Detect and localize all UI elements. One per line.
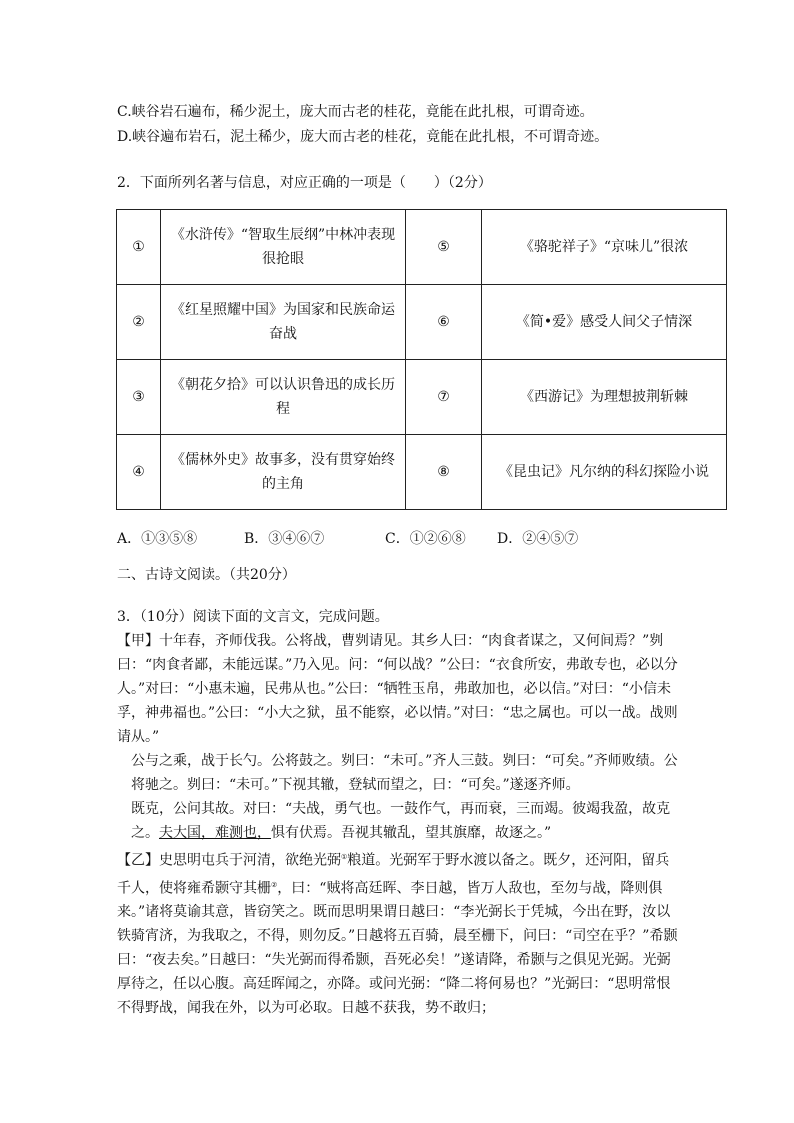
item-number: ④ [117,435,161,510]
table-row [117,360,727,435]
item-text: 《简•爱》感受人间父子情深 [482,285,727,360]
answer-option-a: A．①③⑤⑧ [117,531,198,547]
item-text: 《骆驼祥子》“京味儿”很浓 [482,210,727,285]
passage-text: 惧有伏焉。吾视其辙乱，望其旗靡，故逐之。” [271,825,552,841]
classical-text [117,629,681,1020]
passage-jia-p3 [117,797,681,845]
item-text: 《西游记》为理想披荆斩棘 [482,360,727,435]
footnote-marker: ① [341,853,348,861]
item-number: ② [117,285,161,360]
item-number: ⑧ [406,435,482,510]
footnote-marker: ② [271,880,278,889]
option-d-text: D.峡谷遍布岩石，泥土稀少，庞大而古老的桂花，竟能在此扎根，不可谓奇迹。 [117,129,609,145]
item-number: ① [117,210,161,285]
item-number: ⑤ [406,210,482,285]
passage-text: ，曰：“贼将高廷晖、李日越，皆万人敌也，至勿与战，降则俱来。”诸将莫谕其意，皆窃笑之。既而思明果谓日越曰：“李光弼长于凭城，今出在野，汝以铁骑宵济，为我取之，不得，则勿反。”日越将五百骑，晨至栅下，问曰：“司空在乎？”希颢曰：“夜去矣。”日越曰：“失光弼而得希颢，吾死必矣！”遂请降，希颢与之俱见光弼。光弼厚待之，任以心腹。高廷晖闻之，亦降。或问光弼：“降二将何易也？”光弼曰：“思明常恨不得野战，闻我在外，以为可必取。日越不获我，势不敢归； [117,880,678,1017]
item-text: 《红星照耀中国》为国家和民族命运奋战 [161,285,406,360]
table-row [117,435,727,510]
item-text: 《昆虫记》凡尔纳的科幻探险小说 [482,435,727,510]
passage-text: 既克，公问其故。对曰：“夫战，勇气也。一鼓作气，再而衰，三而竭。彼竭我盈，故克之。 [131,801,671,841]
item-number: ③ [117,360,161,435]
passage-jia-p2: 公与之乘，战于长勺。公将鼓之。刿曰：“未可。”齐人三鼓。刿曰：“可矣。”齐师败绩。公将驰之。刿曰：“未可。”下视其辙，登轼而望之，曰：“可矣。”遂逐齐师。 [131,753,678,793]
question-3-stem: 3．（10分）阅读下面的文言文，完成问题。 [117,609,389,625]
answer-option-c: C．①②⑥⑧ [385,531,466,547]
table-row [117,285,727,360]
item-text: 《儒林外史》故事多，没有贯穿始终的主角 [161,435,406,510]
item-number: ⑥ [406,285,482,360]
question-2-stem: 2．下面所列名著与信息，对应正确的一项是（ ）（2分） [117,175,492,191]
item-text: 《水浒传》“智取生辰纲”中林冲表现很抢眼 [161,210,406,285]
answer-option-b: B．③④⑥⑦ [244,531,325,547]
underlined-sentence: 夫大国，难测也， [159,825,271,841]
passage-text: 【乙】史思明屯兵于河清，欲绝光弼 [117,852,341,869]
passage-text: 粮道。光弼军于野水渡以备之。既夕，还河阳，留兵千人，使将雍希颢守其栅 [117,852,670,897]
works-table [116,209,727,510]
item-number: ⑦ [406,360,482,435]
passage-yi [117,845,681,1020]
section-heading: 二、古诗文阅读。（共20分） [117,567,296,583]
answer-option-d: D．②④⑤⑦ [497,531,579,547]
item-text: 《朝花夕拾》可以认识鲁迅的成长历程 [161,360,406,435]
option-c-text: C.峡谷岩石遍布，稀少泥土，庞大而古老的桂花，竟能在此扎根，可谓奇迹。 [117,104,594,120]
passage-jia-p1: 【甲】十年春，齐师伐我。公将战，曹刿请见。其乡人曰：“肉食者谋之，又何间焉？”刿曰：“肉食者鄙，未能远谋。”乃入见。问：“何以战？”公曰：“衣食所安，弗敢专也，必以分人。”对曰：“小惠未遍，民弗从也。”公曰：“牺牲玉帛，弗敢加也，必以信。”对曰：“小信未孚，神弗福也。”公曰：“小大之狱，虽不能察，必以情。”对曰：“忠之属也。可以一战。战则请从。” [117,633,678,745]
table-row [117,210,727,285]
